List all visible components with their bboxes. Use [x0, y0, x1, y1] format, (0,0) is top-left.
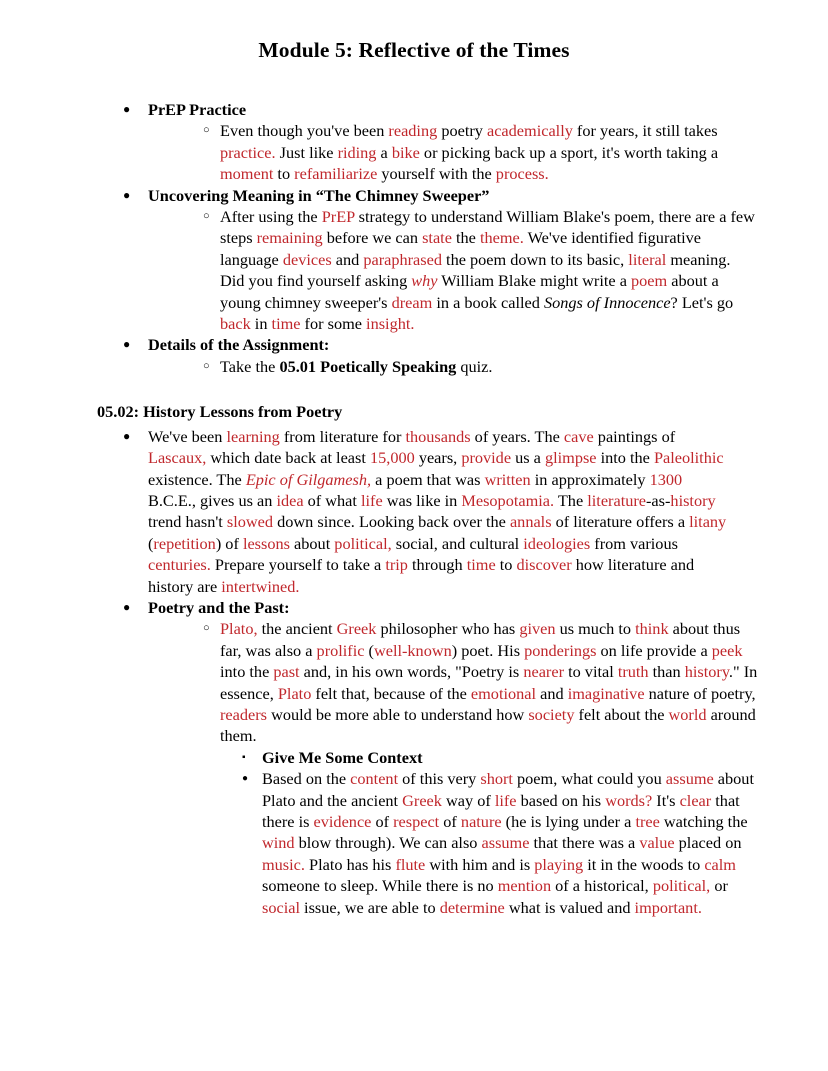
page-title: Module 5: Reflective of the Times	[258, 38, 570, 62]
outline-list-uncovering-sub	[148, 206, 828, 334]
outline-list-prep-sub	[148, 120, 828, 184]
document-body	[0, 63, 828, 918]
assignment-task: Take the 05.01 Poetically Speaking quiz.	[220, 356, 493, 376]
outline-list-context	[220, 747, 758, 918]
outline-list-top	[0, 99, 828, 377]
paragraph-plato: Plato, the ancient Greek philosopher who has given us much to think about thus far, was also a prolific (well-known) poet. His ponderings on life provide a peek into the past and, in his own words, "Poetry is nearer to vital truth than history." In essence, Plato felt that, because of the emotional and imaginative nature of poetry, readers would be more able to understand how society felt about the world around them.	[220, 619, 758, 746]
bullet-dot-icon	[123, 185, 145, 206]
heading-prep-practice: PrEP Practice	[148, 100, 247, 119]
bullet-circle-icon	[203, 356, 225, 377]
outline-list-assignment-sub	[148, 356, 828, 377]
section-heading-0502: 05.02: History Lessons from Poetry	[97, 402, 343, 422]
heading-uncovering-meaning: Uncovering Meaning in “The Chimney Sweeper”	[148, 185, 490, 205]
bullet-dot-icon	[123, 426, 145, 447]
paragraph-context-analysis: Based on the content of this very short poem, what could you assume about Plato and the ancient Greek way of life based on his words? It's clear that there is evidence of respect of nature (he is lying under a tree watching the wind blow through). We can also assume that there was a value placed on music. Plato has his flute with him and is playing it in the woods to calm someone to sleep. While there is no mention of a historical, political, or social issue, we are able to determine what is valued and important.	[262, 769, 754, 917]
list-item	[203, 120, 758, 184]
quiz-name: 05.01 Poetically Speaking	[279, 356, 457, 376]
list-item-give-me-some-context	[242, 747, 758, 768]
list-item	[203, 618, 758, 918]
paragraph-uncovering-meaning: After using the PrEP strategy to understand William Blake's poem, there are a few steps remaining before we can state the theme. We've identified figurative language devices and paraphrased the poem down to its basic, literal meaning. Did you find yourself asking why William Blake might write a poem about a young chimney sweeper's dream in a book called Songs of Innocence? Let's go back in time for some insight.	[220, 207, 755, 334]
list-item	[203, 206, 758, 334]
heading-assignment-details: Details of the Assignment:	[148, 335, 330, 355]
paragraph-history-lessons: We've been learning from literature for thousands of years. The cave paintings of Lascaux, which date back at least 15,000 years, provide us a glimpse into the Paleolithic existence. The Epic of Gilgamesh, a poem that was written in approximately 1300 B.C.E., gives us an idea of what life was like in Mesopotamia. The literature-as-history trend hasn't slowed down since. Looking back over the annals of literature offers a litany (repetition) of lessons about political, social, and cultural ideologies from various centuries. Prepare yourself to take a trip through time to discover how literature and history are intertwined.	[148, 426, 727, 596]
heading-give-me-some-context: Give Me Some Context	[262, 747, 423, 767]
list-item-prep-practice	[123, 99, 828, 185]
list-item	[203, 356, 758, 377]
bullet-dot-icon	[123, 597, 145, 618]
bullet-circle-icon	[203, 206, 225, 227]
bullet-dot-icon	[123, 334, 145, 355]
bullet-dot-icon	[242, 768, 264, 789]
bullet-dot-icon	[123, 99, 145, 120]
list-item	[123, 426, 733, 597]
bullet-circle-icon	[203, 120, 225, 141]
list-item-assignment-details	[123, 334, 828, 377]
list-item-uncovering-meaning	[123, 185, 828, 335]
bullet-circle-icon	[203, 618, 225, 639]
list-item	[242, 768, 758, 918]
paragraph-prep-practice: Even though you've been reading poetry academically for years, it still takes practice. Just like riding a bike or picking back up a sport, it's worth taking a moment to refamiliarize yourself with the process.	[220, 121, 719, 184]
heading-poetry-and-past: Poetry and the Past:	[148, 597, 290, 617]
outline-list-0502	[0, 426, 828, 918]
outline-list-poetry-sub	[148, 618, 828, 918]
list-item-poetry-and-past	[123, 597, 828, 918]
bullet-square-icon	[242, 747, 264, 768]
